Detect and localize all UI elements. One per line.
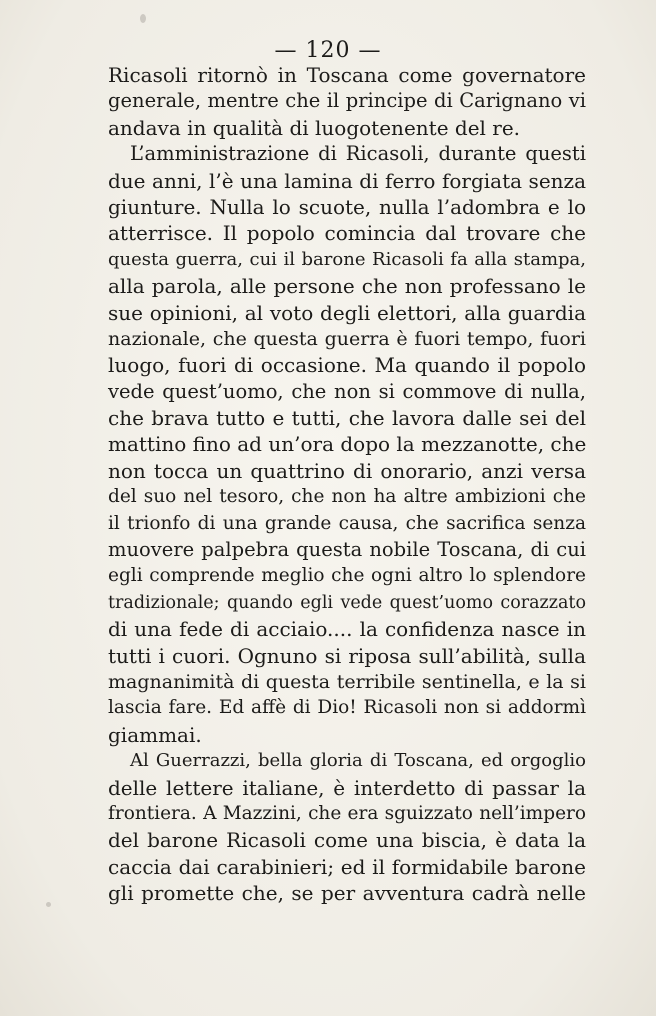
text-line: gli promette che, se per avventura cadrà nelle	[108, 881, 586, 906]
text-line: non tocca un quattrino di onorario, anzi versa	[108, 458, 586, 483]
text-line: sue opinioni, al voto degli elettori, alla guardia	[108, 300, 586, 325]
text-line: andava in qualità di luogotenente del re.	[108, 115, 521, 140]
text-line: lascia fare. Ed affè di Dio! Ricasoli non si addormì	[108, 697, 586, 719]
text-line: L’amministrazione di Ricasoli, durante questi	[130, 142, 586, 166]
text-line: Ricasoli ritornò in Toscana come governatore	[108, 63, 586, 87]
text-line: alla parola, alle persone che non professano le	[108, 274, 586, 299]
text-line: mattino fino ad un’ora dopo la mezzanotte, che	[108, 432, 587, 457]
text-line: di una fede di acciaio.... la confidenza nasce in	[108, 617, 586, 642]
text-line: generale, mentre che il principe di Carignano vi	[108, 89, 586, 113]
text-line: il trionfo di una grande causa, che sacrifica senza	[108, 512, 586, 534]
text-line: atterrisce. Il popolo comincia dal trovare che	[108, 221, 586, 246]
text-line: magnanimità di questa terribile sentinella, e la si	[108, 670, 586, 693]
text-line: nazionale, che questa guerra è fuori tempo, fuori	[108, 327, 586, 350]
ink-speck	[140, 14, 146, 23]
text-line: muovere palpebra questa nobile Toscana, di cui	[108, 538, 586, 562]
text-line: vede quest’uomo, che non si commove di nulla,	[108, 379, 586, 403]
text-line: delle lettere italiane, è interdetto di passar la	[108, 775, 586, 800]
text-line: luogo, fuori di occasione. Ma quando il popolo	[108, 353, 586, 378]
page-number: — 120 —	[274, 38, 382, 63]
text-line: tradizionale; quando egli vede quest’uomo corazzato	[108, 592, 586, 613]
text-line: caccia dai carabinieri; ed il formidabile barone	[108, 854, 586, 879]
text-line: che brava tutto e tutti, che lavora dalle sei del	[108, 406, 586, 431]
ink-speck	[46, 902, 51, 907]
text-line: del suo nel tesoro, che non ha altre ambizioni che	[108, 486, 586, 508]
text-line: del barone Ricasoli come una biscia, è data la	[108, 828, 586, 853]
text-line: giunture. Nulla lo scuote, nulla l’adombra e lo	[108, 194, 586, 219]
text-line: Al Guerrazzi, bella gloria di Toscana, ed orgoglio	[130, 750, 586, 772]
body-text	[108, 62, 586, 907]
text-line: frontiera. A Mazzini, che era sguizzato nell’impero	[108, 802, 586, 824]
text-line: egli comprende meglio che ogni altro lo splendore	[108, 565, 586, 587]
text-line: due anni, l’è una lamina di ferro forgiata senza	[108, 168, 586, 193]
text-line: questa guerra, cui il barone Ricasoli fa alla stampa,	[108, 248, 586, 270]
text-line: giammai.	[108, 722, 202, 747]
text-line: tutti i cuori. Ognuno si riposa sull’abilità, sulla	[108, 643, 586, 668]
